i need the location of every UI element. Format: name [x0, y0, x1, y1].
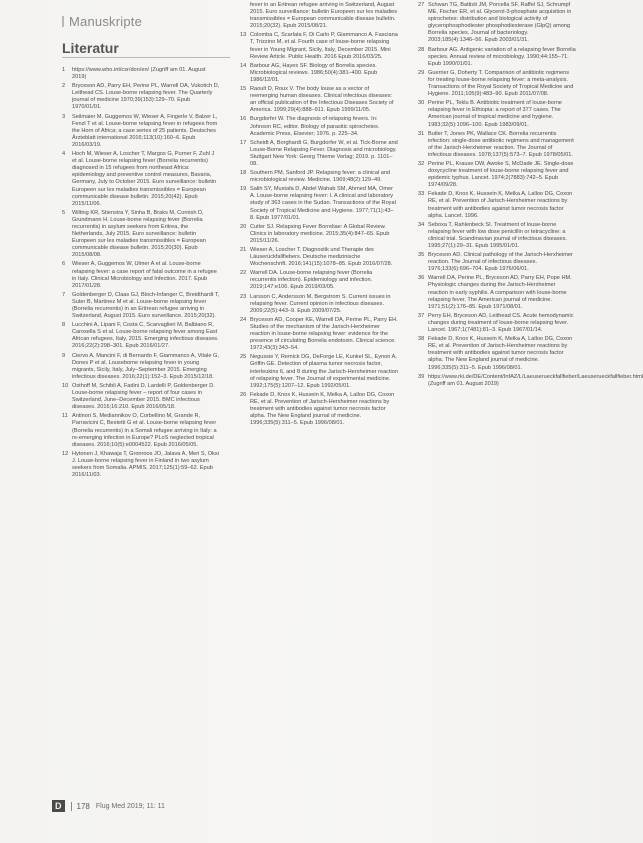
reference-item [418, 313, 576, 334]
reference-text: Lucchini A, Lipani F, Costa C, Scarvaglieri M, Balbiano R, Carosella S et al. Louse-borne relapsing fever among East African refugees, Italy, 2015. Emerging infectious diseases. 2016;22(2):298–301. Epub 2016/01/27. [72, 322, 219, 350]
reference-item [62, 261, 220, 289]
reference-text: Antinori S, Mediannikov O, Corbellino M, Grande R, Parravicini C, Bestetti G et al. Louse-borne relapsing fever (Borrelia recurrentis) in a Somali refugee arriving in Italy: a re-emerging infection in Europe? PLoS neglected tropical diseases. 2016;10(5):e0004522. Epub 2016/05/05. [72, 413, 217, 448]
reference-item [62, 292, 220, 320]
reference-item [62, 451, 220, 479]
reference-item [418, 252, 576, 273]
reference-item [62, 322, 220, 350]
reference-number: 34 [418, 221, 425, 228]
reference-text: Osthoff M, Schibli A, Fadini D, Lardelli P, Goldenberger D. Louse-borne relapsing fever – report of four cases in Switzerland, June–December 2015. BMC infectious diseases. 2016;16:210. Epub 2016/05/18. [72, 382, 215, 411]
reference-text: Bryceson AD, Cooper KE, Warrell DA, Perine PL, Parry EH. Studies of the mechanism of the Jarisch-Herxheimer reaction in louse-borne relapsing fever: evidence for the presence of circulating Borrelia endotoxin. Clinical science. 1972;43(3):343–54. [250, 316, 398, 352]
reference-text: Negussie Y, Remick DG, DeForge LE, Kunkel SL, Eynon A, Griffin GE. Detection of plasma tumor necrosis factor, interleukins 6, and 8 during the Jarisch-Herxheimer reaction of relapsing fever. The Journal of experimental medicine. 1992;175(5):1207–12. Epub 1992/05/01. [250, 354, 398, 389]
reference-number: 21 [240, 247, 247, 253]
reference-item [418, 47, 576, 68]
references-column-1 [62, 67, 220, 481]
reference-item [240, 140, 398, 168]
reference-number: 12 [62, 450, 69, 457]
reference-text: Seboxa T, Rahlenbeck SI. Treatment of louse-borne relapsing fever with low dose penicillin or tetracycline: a clinical trial. Scandinavian journal of infectious diseases. 1995;27(1):29–31. Epub 1995/01/01. [428, 221, 567, 249]
reference-item [240, 86, 398, 114]
reference-item [240, 186, 398, 221]
reference-number: 8 [62, 322, 66, 329]
reference-item [240, 224, 398, 245]
reference-number: 5 [62, 209, 66, 216]
reference-number: 6 [62, 261, 66, 268]
reference-number: 11 [62, 413, 68, 420]
reference-text: Bryceson AD, Parry EH, Perine PL, Warrell DA, Vukotich D, Leithead CS. Louse-borne relapsing fever. The Quarterly journal of medicine 1970;39(153):129–70. Epub 1970/01/01. [72, 83, 220, 111]
reference-number: 16 [240, 116, 247, 123]
reference-number: 10 [62, 382, 69, 389]
reference-text: Butler T, Jones PK, Wallace CK. Borrelia recurrentis infection: single-dose antibiotic regimens and management of the Jarisch-Herxheimer reaction. The Journal of infectious diseases. 1978;137(5):573–7. Epub 1978/05/01. [428, 130, 574, 158]
reference-text: Wieser A, Guggemos W, Ulmer A et al. Louse-borne relapsing fever: a case report of fatal outcome in a refugee in Italy. Clinical Microbiology and Infection. 2017. Epub 2017/01/28. [72, 261, 217, 289]
reference-item [240, 392, 398, 427]
reference-item [62, 210, 220, 260]
reference-text: Seilmaier M, Guggemos W, Wieser A, Fingerle V, Balzer L, Fenzl T et al. Louse-borne relapsing fever in refugees from the Horn of Africa; a case series of 25 patients. Deutsches Ärzteblatt international 2016;113(10):160–6. Epub 2016/03/19. [72, 113, 218, 148]
reference-text: Wilting KR, Stienstra Y, Sinha B, Braks M, Cornish D, Grundmann H. Louse-borne relapsing fever (Borrelia recurrentis) in asylum seekers from Eritrea, the Netherlands, July 2015. Euro surveillance: bulletin Europeen sur les maladies transmissibles = European communicable disease bulletin. 2015;20(30). Epub 2015/08/08. [72, 209, 206, 259]
reference-number: 1 [62, 67, 66, 73]
reference-text: Bryceson AD. Clinical pathology of the Jarisch-Herxheimer reaction. The Journal of infectious diseases. 1976;133(6):696–704. Epub 1976/06/01. [428, 252, 573, 273]
reference-text: Scheidt A, Borghardt G, Burgdorfer W, et al. Tick-Borne and Louse-Borne Relapsing Fever. Diagnosis and microbiology. Stuttgart New York: Georg Thieme Verlag; 2019. p. 1101–08. [250, 139, 398, 167]
title-rule [62, 57, 230, 58]
reference-item [240, 317, 398, 352]
reference-number: 39 [418, 373, 425, 380]
references-column-2 [240, 2, 398, 429]
reference-text: fever in an Eritrean refugee arriving in Switzerland, August 2015. Euro surveillance: bulletin Europeen sur les maladies transmissibles = European communicable disease bulletin. 2015;20(32). Epub 2015/08/21. [250, 2, 398, 30]
reference-item [418, 161, 576, 189]
reference-text: Hytonen J, Khawaja T, Gronroos JO, Jalava A, Meri S, Oksi J. Louse-borne relapsing fever in Finland in two asylum seekers from Somalia. APMIS. 2017;125(1):59–62. Epub 2016/11/03. [72, 450, 219, 479]
reference-text: Fekade D, Knox K, Hussein K, Melka A, Lalloo DG, Coxon RE, et al. Prevention of Jarisch-Herxheimer reactions by treatment with antibodies against tumor necrosis factor alpha. The New England journal of medicine. 1996;335(5):311–5. Epub 1996/08/01. [428, 336, 573, 371]
reference-text: Warrell DA. Louse-borne relapsing fever (Borrelia recurrentis infection). Epidemiology and infection. 2019;147:e106. Epub 2019/03/05. [250, 270, 373, 291]
reference-text: Hoch M, Wieser A, Loscher T, Margos G, Purner F, Zuhl J et al. Louse-borne relapsing fever (Borrelia recurrentis) diagnosed in 15 refugees from northeast Africa: epidemiology and preventive control measures, Bavaria, Germany, July to October 2015. Euro surveillance: bulletin Europeen sur les maladies transmissibles = European communicable disease bulletin. 2015;20(42). Epub 2015/11/06. [72, 151, 217, 207]
reference-number: 30 [418, 100, 425, 107]
reference-text: Perine PL, Krause DW, Awoke S, McDade JE. Single-dose doxycycline treatment of louse-borne relapsing fever and epidemic typhus. Lancet. 1974;2(7883):742–5. Epub 1974/09/28. [428, 160, 574, 189]
reference-text: Fekade D, Knox K, Hussein K, Melka A, Lalloo DG, Coxon RE, et al. Prevention of Jarisch-Herxheimer reactions by treatment with antibodies against tumor necrosis factor alpha. Lancet. 1996. [428, 191, 573, 219]
reference-number: 20 [240, 223, 247, 230]
reference-text: Wieser A, Loscher T. Diagnostik und Therapie des Läuserückfallfiebers. Deutsche medizinische Wochenschrift. 2016;141(15):1078–85. Epub 2016/07/28. [250, 247, 393, 268]
reference-number: 17 [240, 139, 247, 146]
reference-item [240, 63, 398, 84]
reference-item [62, 67, 220, 81]
reference-item [418, 131, 576, 159]
reference-text: Warrell DA, Perine PL, Bryceson AD, Parry EH, Pope HM. Physiologic changes during the Jarisch-Herxheimer reaction in early syphilis. A comparison with louse-borne relapsing fever. The American journal of medicine. 1971;51(2):176–85. Epub 1971/08/01. [428, 275, 572, 310]
reference-text: Schwan TG, Battisti JM, Porcella SF, Raffel SJ, Schrumpf ME, Fischer ER, et al. Glycerol-3-phosphate acquisition in spirochetes: distribution and biological activity of glycerophosphodiester phosphodiesterase (GlpQ) among Borrelia species. Journal of bacteriology. 2003;185(4):1346–56. Epub 2003/01/31. [428, 2, 572, 44]
reference-number: 25 [240, 354, 247, 361]
reference-number: 4 [62, 151, 66, 158]
reference-item [240, 116, 398, 137]
reference-number: 38 [418, 336, 425, 343]
reference-number: 29 [418, 69, 425, 76]
reference-text: Barbour AG. Antigenic variation of a relapsing fever Borrelia species. Annual review of microbiology. 1990;44:155–71. Epub 1990/01/01. [428, 46, 576, 67]
reference-text: Southern PM, Sanford JP. Relapsing fever: a clinical and microbiological review. Medicine. 1969;48(2):129–49. [250, 170, 391, 184]
literatur-title: Literatur [62, 40, 119, 56]
reference-number: 31 [418, 130, 425, 137]
reference-number: 13 [240, 32, 247, 39]
reference-number [240, 2, 250, 30]
reference-item [62, 114, 220, 149]
reference-number: 24 [240, 316, 247, 323]
reference-text: Larsson C, Andersson M, Bergstrom S. Current issues in relapsing fever. Current opinion in infectious diseases. 2009;22(5):443–9. Epub 2009/07/25. [250, 293, 391, 314]
reference-number: 37 [418, 312, 425, 319]
reference-item [62, 83, 220, 111]
reference-number: 27 [418, 2, 425, 8]
reference-item [418, 100, 576, 128]
reference-text: Fekade D, Knox K, Hussein K, Melka A, Lalloo DG, Coxon RE, et al. Prevention of Jarisch-Herxheimer reactions by treatment with antibodies against tumor necrosis factor alpha. The New England journal of medicine. 1996;335(5):311–5. Epub 1996/08/01. [250, 391, 395, 427]
reference-item [240, 294, 398, 315]
reference-item [240, 270, 398, 291]
reference-item [418, 275, 576, 310]
reference-number: 19 [240, 186, 247, 193]
reference-item [418, 222, 576, 250]
reference-text: Perry EH, Bryceson AD, Leithead CS. Acute hemodynamic changes during treatment of louse-borne relapsing fever. Lancet. 1967;1(7481):81–3. Epub 1967/01/14. [428, 312, 574, 334]
reference-number: 33 [418, 191, 425, 198]
section-header-label: Manuskripte [69, 14, 143, 29]
section-header [62, 14, 142, 29]
reference-item [418, 2, 576, 45]
reference-text: https://www.who.int/csr/don/en/ (Zugriff am 01. August 2019) [72, 67, 206, 81]
reference-text: Goldenberger D, Claas GJ, Bloch-Infanger C, Breidthardt T, Suter B, Martinez M et al. Louse-borne relapsing fever (Borrelia recurrentis) in an Eritrean refugee arriving in Switzerland, August 2015. Euro surveillance. 2015;20(32). [72, 291, 220, 320]
page-number: 178 [71, 802, 90, 811]
reference-text: Colomba C, Scarlata F, Di Carlo P, Giammanco A, Fasciana T, Trizzino M, et al. Fourth case of louse-borne relapsing fever in Young Migrant, Sicily, Italy, December 2015. Mini Review Article. Public Health. 2016 Epub 2016/03/25. [250, 32, 398, 60]
reference-number: 15 [240, 86, 247, 93]
journal-citation: Flug Med 2019; 11: 11 [95, 802, 165, 810]
reference-text: Salih SY, Mustafa D, Abdel Wahab SM, Ahmed MA, Omer A. Louse-borne relapsing fever: I. A clinical and laboratory study of 363 cases in the Sudan. Transactions of the Royal Society of Tropical Medicine and Hygiene. 1977;71(1):43–8. Epub 1977/01/01. [250, 186, 396, 221]
reference-number: 36 [418, 275, 425, 282]
reference-number: 32 [418, 160, 425, 167]
reference-text: Perine PL, Teklu B. Antibiotic treatment of louse-borne relapsing fever in Ethiopia: a report of 377 cases. The American journal of tropical medicine and hygiene. 1983;32(5):1096–100. Epub 1983/09/01. [428, 100, 562, 128]
reference-number: 26 [240, 391, 247, 398]
reference-text: Ciervo A, Mancini F, di Bernardo F, Giammanco A, Vitale G, Dones P et al. Louseborne relapsing fever in young migrants, Sicily, Italy, July–September 2015. Emerging infectious diseases. 2016;22(1):152–3. Epub 2015/12/18. [72, 352, 219, 380]
header-bar [62, 16, 64, 27]
reference-item [240, 32, 398, 60]
reference-item [62, 353, 220, 381]
reference-item [418, 336, 576, 371]
reference-text: Cutler SJ. Relapsing Fever Borreliae: A Global Review. Clinics in laboratory medicine. 2015;35(4):847–65. Epub 2015/11/26. [250, 223, 390, 244]
reference-text: Barbour AG, Hayes SF. Biology of Borrelia species. Microbiological reviews. 1986;50(4):381–400. Epub 1986/12/01. [250, 62, 378, 83]
reference-number: 22 [240, 270, 247, 277]
reference-text: Raoult D, Roux V. The body louse as a vector of reemerging human diseases. Clinical infectious diseases: an official publication of the Infectious Diseases Society of America. 1999;29(4):888–911. Epub 1999/11/05. [250, 86, 394, 114]
reference-text: https://www.rki.de/DE/Content/InfAZ/L/Laeuserueckfallfieber/Laeuserueckfallfieber.html (Zugriff am 01. August 2019) [428, 373, 643, 387]
reference-number: 2 [62, 83, 66, 90]
reference-text: Burgdorfer W. The diagnosis of relapsing fevers. In: Johnson RC, editor. Biology of parasitic spirochetes. Academic Press, Elsevier; 1976. p. 225–34. [250, 116, 380, 137]
reference-item [240, 170, 398, 184]
reference-number: 18 [240, 170, 247, 177]
reference-item [240, 247, 398, 268]
reference-number: 14 [240, 62, 247, 69]
reference-item [418, 70, 576, 98]
reference-item [240, 354, 398, 389]
reference-item [418, 191, 576, 219]
reference-number: 7 [62, 291, 66, 298]
reference-item [62, 151, 220, 208]
footer-badge: D [52, 800, 65, 812]
reference-item [418, 373, 643, 388]
reference-item [62, 383, 220, 411]
reference-number: 9 [62, 352, 66, 359]
reference-text: Guerrier G, Doherty T. Comparison of antibiotic regimens for treating louse-borne relapsing fever: a meta-analysis. Transactions of the Royal Society of Tropical Medicine and Hygiene. 2011;105(9):483–90. Epub 2011/07/08. [428, 69, 574, 98]
reference-number: 35 [418, 252, 425, 259]
reference-number: 28 [418, 46, 425, 53]
reference-item [240, 2, 398, 30]
reference-number: 3 [62, 113, 66, 120]
references-column-3 [418, 2, 643, 390]
reference-number: 23 [240, 293, 247, 300]
reference-item [62, 413, 220, 448]
page-footer [52, 800, 165, 812]
